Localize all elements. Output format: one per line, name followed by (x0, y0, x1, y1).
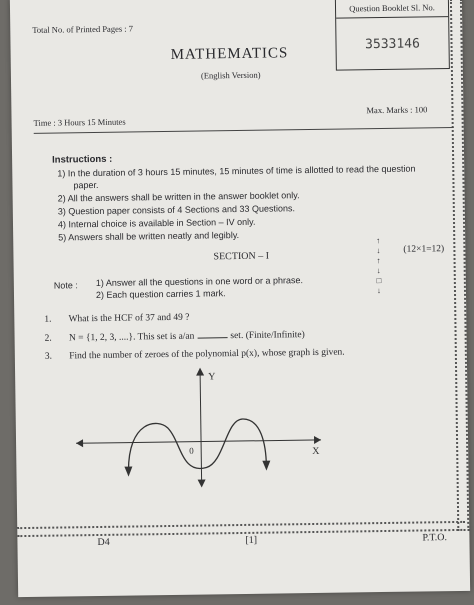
time-label: Time : 3 Hours 15 Minutes (33, 116, 126, 128)
total-pages: Total No. of Printed Pages : 7 (32, 23, 134, 35)
section-marks: (12×1=12) (403, 244, 445, 255)
y-axis-label: Y (208, 371, 216, 383)
instruction-item: 4) Internal choice is available in Section – IV only. (57, 216, 256, 230)
question-number: 2. (44, 333, 52, 344)
instruction-item: paper. (73, 179, 99, 191)
instruction-item: 3) Question paper consists of 4 Sections and 33 Questions. (57, 203, 296, 217)
curve-arrow-left (124, 467, 132, 477)
question-text: N = {1, 2, 3, ....}. This set is a/an (68, 331, 195, 344)
note-label: Note : (53, 280, 78, 291)
polynomial-curve (128, 419, 267, 473)
decorative-border-right (450, 0, 469, 531)
question-text: set. (Finite/Infinite) (230, 330, 305, 342)
question-paper (10, 0, 470, 597)
question-1 (44, 313, 189, 325)
version-label: (English Version) (200, 69, 261, 81)
pto-label: P.T.O. (422, 532, 448, 544)
answer-blank (197, 337, 227, 338)
paper-code: D4 (97, 536, 110, 549)
x-axis-arrow (314, 436, 321, 444)
subject-title: MATHEMATICS (170, 45, 289, 63)
y-axis-arrow (196, 368, 204, 376)
question-text: Find the number of zeroes of the polynomial p(x), whose graph is given. (69, 347, 345, 362)
header-rule (34, 127, 454, 134)
page-number: [1] (245, 534, 258, 546)
x-axis-label: X (312, 445, 320, 458)
x-axis (76, 440, 321, 443)
note-item: 2) Each question carries 1 mark. (95, 288, 226, 301)
booklet-label: Question Booklet Sl. No. (336, 2, 448, 19)
decorative-arrows: ↑ ↓ ↑ ↓ □ ↓ (376, 236, 382, 296)
booklet-number-box (335, 0, 450, 71)
instruction-item: 5) Answers shall be written neatly and legibly. (58, 230, 240, 243)
origin-label: 0 (189, 445, 194, 456)
instruction-item: 2) All the answers shall be written in the answer booklet only. (57, 190, 300, 204)
instructions-title: Instructions : (52, 153, 113, 166)
question-2 (45, 330, 305, 344)
booklet-number: 3533146 (365, 36, 421, 53)
polynomial-graph (65, 358, 337, 492)
note-item: 1) Answer all the questions in one word or a phrase. (95, 275, 304, 289)
question-text: What is the HCF of 37 and 49 ? (68, 312, 190, 325)
section-title: SECTION – I (213, 250, 270, 263)
question-number: 3. (44, 351, 53, 362)
x-axis-arrow-left (76, 439, 83, 447)
y-axis-arrow-bottom (198, 479, 206, 487)
question-number: 1. (44, 314, 52, 325)
instruction-item: 1) In the duration of 3 hours 15 minutes, 15 minutes of time is allotted to read the question (57, 163, 416, 179)
max-marks: Max. Marks : 100 (366, 104, 428, 116)
decorative-border-bottom (17, 521, 465, 537)
curve-arrow-right (262, 461, 270, 471)
